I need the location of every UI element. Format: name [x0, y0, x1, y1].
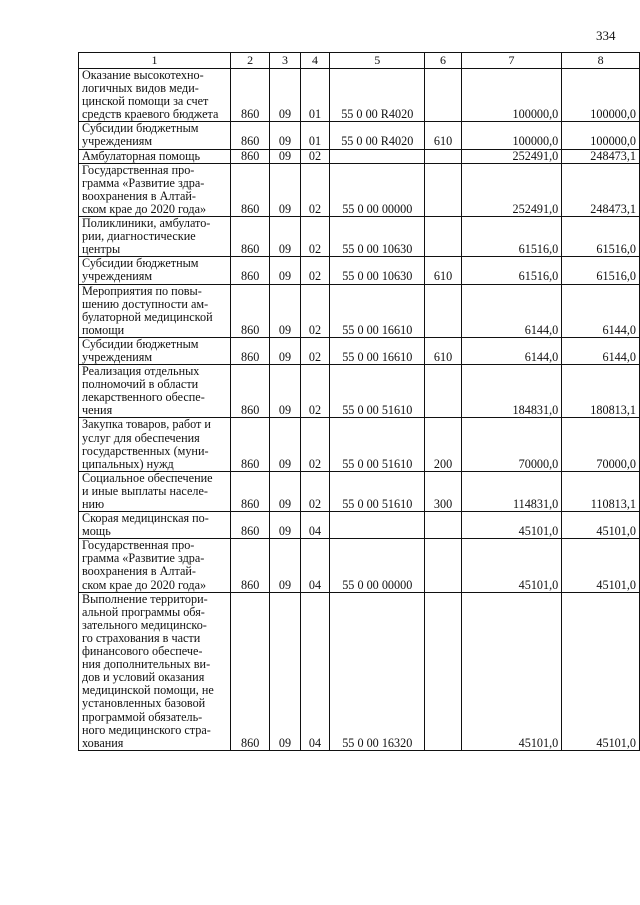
description-line: мощь	[82, 524, 111, 539]
description-line: Закупка товаров, работ и	[82, 417, 211, 432]
description-line: ципальных) нужд	[82, 456, 174, 471]
amount-col7: 61516,0	[461, 257, 562, 284]
code-razdel: 09	[270, 418, 300, 471]
code-target-article: 55 0 00 10630	[330, 217, 425, 257]
header-cell: 4	[300, 53, 329, 69]
description-line: Реализация отдельных	[82, 364, 200, 379]
code-expense-type: 300	[425, 471, 461, 511]
row-description	[79, 217, 231, 257]
amount-col7: 114831,0	[461, 471, 562, 511]
description-line: Поликлиники, амбулато-	[82, 216, 211, 231]
amount-col8: 70000,0	[562, 418, 640, 471]
code-razdel: 09	[270, 337, 300, 364]
row-description	[79, 163, 231, 216]
code-glava: 860	[231, 257, 270, 284]
code-razdel: 09	[270, 365, 300, 418]
header-cell: 5	[330, 53, 425, 69]
table-row	[79, 512, 640, 539]
code-glava: 860	[231, 163, 270, 216]
description-line: ного медицинского стра-	[82, 722, 211, 737]
amount-col8: 180813,1	[562, 365, 640, 418]
row-description	[79, 592, 231, 750]
amount-col8: 100000,0	[562, 69, 640, 122]
amount-col7: 100000,0	[461, 122, 562, 149]
description-line: зательного медицинско-	[82, 617, 207, 632]
code-expense-type: 610	[425, 257, 461, 284]
code-target-article: 55 0 00 16610	[330, 284, 425, 337]
amount-col7: 45101,0	[461, 512, 562, 539]
description-line: Скорая медицинская по-	[82, 511, 209, 526]
description-line: дов и условий оказания	[82, 670, 205, 685]
code-razdel: 09	[270, 592, 300, 750]
description-line: чения	[82, 403, 113, 418]
code-glava: 860	[231, 284, 270, 337]
table-row	[79, 592, 640, 750]
code-podrazdel: 01	[300, 69, 329, 122]
row-description	[79, 122, 231, 149]
description-line: лекарственного обеспе-	[82, 390, 205, 405]
description-line: Мероприятия по повы-	[82, 284, 202, 298]
row-description	[79, 69, 231, 122]
code-razdel: 09	[270, 217, 300, 257]
header-cell: 2	[231, 53, 270, 69]
description-line: Выполнение территори-	[82, 592, 208, 606]
code-podrazdel: 02	[300, 163, 329, 216]
amount-col7: 252491,0	[461, 149, 562, 163]
code-razdel: 09	[270, 257, 300, 284]
description-line: булаторной медицинской	[82, 309, 213, 324]
code-podrazdel: 04	[300, 539, 329, 592]
code-razdel: 09	[270, 512, 300, 539]
code-razdel: 09	[270, 284, 300, 337]
budget-table	[78, 52, 640, 751]
code-target-article	[330, 512, 425, 539]
code-expense-type	[425, 512, 461, 539]
code-glava: 860	[231, 149, 270, 163]
code-glava: 860	[231, 365, 270, 418]
description-line: хования	[82, 735, 124, 750]
description-line: Оказание высокотехно-	[82, 68, 204, 82]
amount-col7: 252491,0	[461, 163, 562, 216]
table-row	[79, 163, 640, 216]
amount-col7: 6144,0	[461, 284, 562, 337]
code-target-article	[330, 149, 425, 163]
description-line: воохранения в Алтай-	[82, 188, 196, 203]
code-expense-type	[425, 365, 461, 418]
amount-col8: 110813,1	[562, 471, 640, 511]
header-cell: 7	[461, 53, 562, 69]
table-row	[79, 217, 640, 257]
code-expense-type	[425, 163, 461, 216]
description-line: Амбулаторная помощь	[82, 149, 201, 163]
code-podrazdel: 02	[300, 149, 329, 163]
amount-col8: 61516,0	[562, 257, 640, 284]
code-razdel: 09	[270, 149, 300, 163]
page-number: 334	[596, 28, 616, 43]
code-glava: 860	[231, 69, 270, 122]
amount-col8: 45101,0	[562, 512, 640, 539]
row-description	[79, 471, 231, 511]
description-line: услуг для обеспечения	[82, 430, 200, 445]
code-target-article: 55 0 00 16320	[330, 592, 425, 750]
description-line: нию	[82, 497, 105, 511]
description-line: средств краевого бюджета	[82, 107, 219, 122]
code-target-article: 55 0 00 16610	[330, 337, 425, 364]
description-line: шению доступности ам-	[82, 296, 209, 311]
header-row	[79, 53, 640, 69]
code-podrazdel: 04	[300, 592, 329, 750]
description-line: учреждениям	[82, 134, 153, 149]
code-podrazdel: 02	[300, 337, 329, 364]
code-razdel: 09	[270, 471, 300, 511]
row-description	[79, 539, 231, 592]
code-expense-type	[425, 539, 461, 592]
code-podrazdel: 02	[300, 284, 329, 337]
code-glava: 860	[231, 337, 270, 364]
code-razdel: 09	[270, 539, 300, 592]
amount-col8: 248473,1	[562, 163, 640, 216]
description-line: полномочий в области	[82, 377, 199, 392]
table-row	[79, 365, 640, 418]
code-glava: 860	[231, 539, 270, 592]
description-line: цинской помощи за счет	[82, 94, 209, 109]
code-glava: 860	[231, 122, 270, 149]
table-row	[79, 284, 640, 337]
description-line: го страхования в части	[82, 630, 201, 645]
description-line: альной программы обя-	[82, 604, 205, 619]
code-glava: 860	[231, 592, 270, 750]
description-line: грамма «Развитие здра-	[82, 551, 205, 566]
code-glava: 860	[231, 471, 270, 511]
description-line: медицинской помощи, не	[82, 683, 214, 698]
header-cell: 3	[270, 53, 300, 69]
row-description	[79, 257, 231, 284]
description-line: ском крае до 2020 года»	[82, 577, 207, 592]
code-target-article: 55 0 00 R4020	[330, 122, 425, 149]
code-expense-type	[425, 284, 461, 337]
code-target-article: 55 0 00 00000	[330, 163, 425, 216]
code-target-article: 55 0 00 00000	[330, 539, 425, 592]
description-line: помощи	[82, 322, 125, 337]
description-line: грамма «Развитие здра-	[82, 175, 205, 190]
code-razdel: 09	[270, 69, 300, 122]
row-description	[79, 418, 231, 471]
code-target-article: 55 0 00 51610	[330, 471, 425, 511]
code-podrazdel: 02	[300, 471, 329, 511]
amount-col8: 6144,0	[562, 337, 640, 364]
amount-col8: 248473,1	[562, 149, 640, 163]
code-razdel: 09	[270, 163, 300, 216]
row-description	[79, 284, 231, 337]
header-cell: 1	[79, 53, 231, 69]
code-podrazdel: 02	[300, 217, 329, 257]
code-glava: 860	[231, 217, 270, 257]
header-cell: 8	[562, 53, 640, 69]
code-podrazdel: 04	[300, 512, 329, 539]
description-line: учреждениям	[82, 269, 153, 284]
code-razdel: 09	[270, 122, 300, 149]
row-description	[79, 512, 231, 539]
amount-col8: 45101,0	[562, 539, 640, 592]
description-line: ния дополнительных ви-	[82, 657, 211, 672]
code-glava: 860	[231, 512, 270, 539]
description-line: Субсидии бюджетным	[82, 121, 199, 136]
table-row	[79, 149, 640, 163]
code-target-article: 55 0 00 51610	[330, 365, 425, 418]
row-description	[79, 337, 231, 364]
description-line: ском крае до 2020 года»	[82, 201, 207, 216]
table-row	[79, 471, 640, 511]
code-podrazdel: 01	[300, 122, 329, 149]
code-expense-type	[425, 217, 461, 257]
description-line: логичных видов меди-	[82, 81, 199, 96]
code-expense-type	[425, 592, 461, 750]
description-line: государственных (муни-	[82, 443, 209, 458]
table-row	[79, 337, 640, 364]
amount-col7: 70000,0	[461, 418, 562, 471]
amount-col7: 6144,0	[461, 337, 562, 364]
amount-col8: 100000,0	[562, 122, 640, 149]
description-line: программой обязатель-	[82, 709, 203, 724]
description-line: финансового обеспече-	[82, 644, 203, 659]
table-row	[79, 257, 640, 284]
header-cell: 6	[425, 53, 461, 69]
code-podrazdel: 02	[300, 418, 329, 471]
code-podrazdel: 02	[300, 257, 329, 284]
amount-col7: 184831,0	[461, 365, 562, 418]
table-row	[79, 122, 640, 149]
table-row	[79, 69, 640, 122]
code-glava: 860	[231, 418, 270, 471]
code-expense-type	[425, 149, 461, 163]
table-row	[79, 539, 640, 592]
code-target-article: 55 0 00 51610	[330, 418, 425, 471]
amount-col7: 45101,0	[461, 592, 562, 750]
description-line: центры	[82, 242, 121, 257]
description-line: и иные выплаты населе-	[82, 483, 208, 498]
amount-col7: 61516,0	[461, 217, 562, 257]
description-line: воохранения в Алтай-	[82, 564, 196, 579]
description-line: Субсидии бюджетным	[82, 256, 199, 271]
amount-col8: 6144,0	[562, 284, 640, 337]
code-expense-type: 200	[425, 418, 461, 471]
amount-col7: 45101,0	[461, 539, 562, 592]
description-line: Социальное обеспечение	[82, 471, 213, 485]
description-line: установленных базовой	[82, 696, 206, 711]
table-row	[79, 418, 640, 471]
row-description	[79, 365, 231, 418]
code-expense-type	[425, 69, 461, 122]
code-target-article: 55 0 00 R4020	[330, 69, 425, 122]
amount-col8: 61516,0	[562, 217, 640, 257]
row-description	[79, 149, 231, 163]
description-line: Государственная про-	[82, 163, 195, 177]
code-podrazdel: 02	[300, 365, 329, 418]
description-line: учреждениям	[82, 349, 153, 364]
description-line: рии, диагностические	[82, 229, 196, 244]
amount-col8: 45101,0	[562, 592, 640, 750]
code-expense-type: 610	[425, 122, 461, 149]
code-expense-type: 610	[425, 337, 461, 364]
amount-col7: 100000,0	[461, 69, 562, 122]
description-line: Субсидии бюджетным	[82, 337, 199, 351]
description-line: Государственная про-	[82, 538, 195, 553]
code-target-article: 55 0 00 10630	[330, 257, 425, 284]
